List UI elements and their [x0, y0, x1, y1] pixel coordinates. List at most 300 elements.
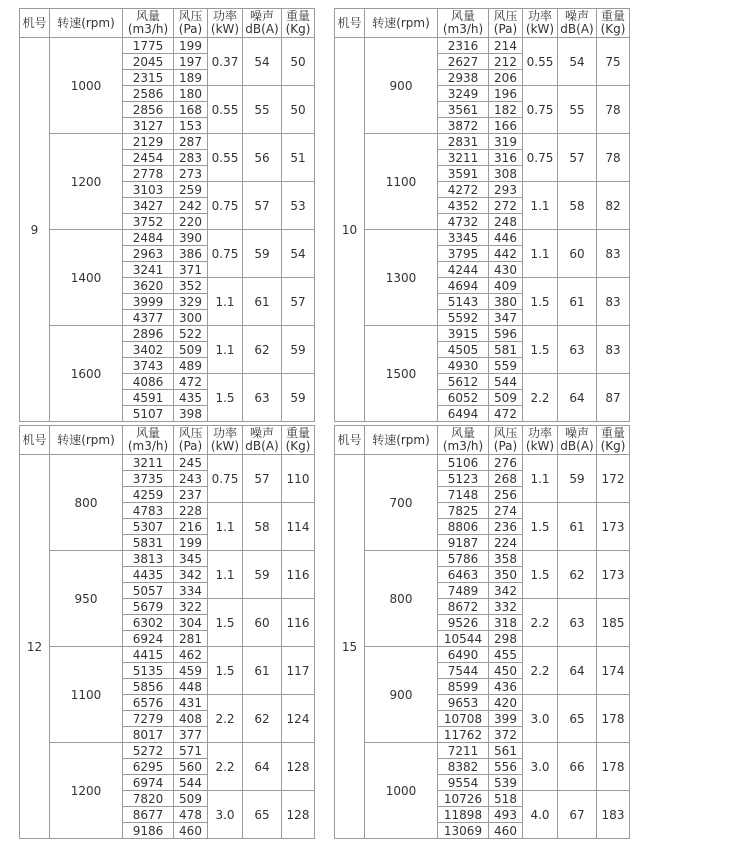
power-cell: 1.5: [523, 326, 558, 374]
weight-cell: 59: [282, 374, 315, 422]
pressure-cell: 199: [174, 535, 208, 551]
pressure-header: [489, 9, 523, 38]
noise-header-unit: dB(A): [560, 22, 594, 36]
pressure-cell: 518: [489, 791, 523, 807]
weight-header-unit: (Kg): [600, 439, 626, 453]
speed-cell: 1200: [50, 134, 123, 230]
flow-cell: 3872: [438, 118, 489, 134]
noise-header-label: 噪声: [564, 426, 589, 440]
flow-header: [438, 9, 489, 38]
weight-cell: 185: [597, 599, 630, 647]
pressure-cell: 435: [174, 390, 208, 406]
pressure-cell: 472: [489, 406, 523, 422]
flow-cell: 3915: [438, 326, 489, 342]
header-row: [335, 9, 630, 38]
noise-header: [243, 9, 282, 38]
pressure-cell: 559: [489, 358, 523, 374]
pressure-cell: 319: [489, 134, 523, 150]
pressure-cell: 544: [489, 374, 523, 390]
power-header: [523, 426, 558, 455]
flow-cell: 4272: [438, 182, 489, 198]
pressure-cell: 398: [174, 406, 208, 422]
flow-header-unit: (m3/h): [442, 439, 484, 453]
noise-cell: 55: [558, 86, 597, 134]
flow-cell: 2045: [123, 54, 174, 70]
model-cell: 10: [335, 38, 365, 422]
pressure-cell: 571: [174, 743, 208, 759]
table-row: [20, 230, 315, 246]
flow-cell: 11762: [438, 727, 489, 743]
table-row: [335, 743, 630, 759]
pressure-cell: 358: [489, 551, 523, 567]
noise-cell: 61: [558, 503, 597, 551]
table-row: [20, 326, 315, 342]
pressure-header-label: 风压: [178, 9, 203, 23]
power-header-unit: (kW): [525, 439, 555, 453]
table-row: [335, 551, 630, 567]
flow-cell: 5272: [123, 743, 174, 759]
speed-cell: 1000: [50, 38, 123, 134]
header-row: [20, 426, 315, 455]
flow-cell: 4435: [123, 567, 174, 583]
pressure-cell: 459: [174, 663, 208, 679]
noise-cell: 58: [558, 182, 597, 230]
model-cell: 9: [20, 38, 50, 422]
pressure-cell: 236: [489, 519, 523, 535]
noise-cell: 63: [243, 374, 282, 422]
pressure-cell: 560: [174, 759, 208, 775]
weight-header-label: 重量: [600, 426, 625, 440]
pressure-cell: 352: [174, 278, 208, 294]
spec-table: [334, 8, 630, 422]
pressure-cell: 436: [489, 679, 523, 695]
pressure-cell: 347: [489, 310, 523, 326]
pressure-cell: 259: [174, 182, 208, 198]
table-row: [335, 134, 630, 150]
weight-header-unit: (Kg): [285, 439, 311, 453]
power-cell: 0.55: [523, 38, 558, 86]
power-header: [208, 9, 243, 38]
pressure-cell: 442: [489, 246, 523, 262]
pressure-cell: 399: [489, 711, 523, 727]
pressure-cell: 596: [489, 326, 523, 342]
pressure-cell: 248: [489, 214, 523, 230]
power-header-label: 功率: [212, 426, 237, 440]
spec-table: [334, 425, 630, 839]
speed-cell: 900: [365, 38, 438, 134]
power-cell: 2.2: [523, 374, 558, 422]
flow-cell: 1775: [123, 38, 174, 54]
flow-header: [438, 426, 489, 455]
flow-cell: 5612: [438, 374, 489, 390]
table-row: [335, 326, 630, 342]
flow-cell: 7148: [438, 487, 489, 503]
flow-cell: 4505: [438, 342, 489, 358]
weight-cell: 173: [597, 551, 630, 599]
weight-cell: 50: [282, 86, 315, 134]
table-row: [20, 455, 315, 471]
table-row: [335, 647, 630, 663]
weight-cell: 173: [597, 503, 630, 551]
table-row: [335, 455, 630, 471]
model-cell: 15: [335, 455, 365, 839]
noise-cell: 54: [558, 38, 597, 86]
noise-cell: 62: [243, 326, 282, 374]
noise-header-unit: dB(A): [245, 22, 279, 36]
noise-cell: 58: [243, 503, 282, 551]
pressure-cell: 243: [174, 471, 208, 487]
pressure-cell: 308: [489, 166, 523, 182]
model-cell: 12: [20, 455, 50, 839]
flow-cell: 9653: [438, 695, 489, 711]
flow-cell: 4591: [123, 390, 174, 406]
flow-header-label: 风量: [450, 426, 475, 440]
weight-cell: 59: [282, 326, 315, 374]
noise-header-label: 噪声: [249, 426, 274, 440]
pressure-cell: 509: [174, 791, 208, 807]
power-cell: 2.2: [208, 743, 243, 791]
noise-cell: 56: [243, 134, 282, 182]
flow-cell: 3103: [123, 182, 174, 198]
flow-cell: 2316: [438, 38, 489, 54]
noise-cell: 62: [558, 551, 597, 599]
weight-cell: 116: [282, 551, 315, 599]
table-row: [20, 38, 315, 54]
flow-cell: 6490: [438, 647, 489, 663]
pressure-cell: 214: [489, 38, 523, 54]
flow-cell: 4352: [438, 198, 489, 214]
flow-header: [123, 426, 174, 455]
weight-cell: 51: [282, 134, 315, 182]
weight-cell: 174: [597, 647, 630, 695]
flow-header-unit: (m3/h): [127, 22, 169, 36]
weight-cell: 87: [597, 374, 630, 422]
power-cell: 2.2: [523, 647, 558, 695]
flow-cell: 2896: [123, 326, 174, 342]
flow-cell: 3795: [438, 246, 489, 262]
flow-cell: 4415: [123, 647, 174, 663]
power-header-unit: (kW): [210, 22, 240, 36]
flow-cell: 6302: [123, 615, 174, 631]
flow-cell: 5679: [123, 599, 174, 615]
power-cell: 1.1: [523, 455, 558, 503]
weight-header-unit: (Kg): [600, 22, 626, 36]
flow-cell: 13069: [438, 823, 489, 839]
weight-header: [597, 426, 630, 455]
flow-cell: 7544: [438, 663, 489, 679]
pressure-header: [489, 426, 523, 455]
flow-cell: 7820: [123, 791, 174, 807]
pressure-cell: 298: [489, 631, 523, 647]
flow-cell: 5592: [438, 310, 489, 326]
pressure-cell: 220: [174, 214, 208, 230]
noise-cell: 63: [558, 326, 597, 374]
noise-cell: 67: [558, 791, 597, 839]
power-cell: 1.5: [208, 647, 243, 695]
flow-cell: 2315: [123, 70, 174, 86]
noise-cell: 63: [558, 599, 597, 647]
flow-cell: 4244: [438, 262, 489, 278]
noise-cell: 65: [243, 791, 282, 839]
weight-cell: 124: [282, 695, 315, 743]
power-cell: 3.0: [523, 743, 558, 791]
pressure-cell: 539: [489, 775, 523, 791]
pressure-header: [174, 426, 208, 455]
table-row: [335, 230, 630, 246]
speed-header: 转速(rpm): [365, 9, 438, 38]
flow-cell: 5135: [123, 663, 174, 679]
flow-cell: 3427: [123, 198, 174, 214]
weight-cell: 114: [282, 503, 315, 551]
speed-header: 转速(rpm): [50, 9, 123, 38]
noise-cell: 64: [243, 743, 282, 791]
pressure-cell: 180: [174, 86, 208, 102]
pressure-header-unit: (Pa): [178, 22, 203, 36]
flow-cell: 2129: [123, 134, 174, 150]
power-cell: 1.5: [523, 551, 558, 599]
pressure-cell: 472: [174, 374, 208, 390]
pressure-cell: 268: [489, 471, 523, 487]
weight-header-label: 重量: [600, 9, 625, 23]
flow-cell: 11898: [438, 807, 489, 823]
pressure-cell: 332: [489, 599, 523, 615]
power-cell: 0.55: [208, 134, 243, 182]
weight-cell: 110: [282, 455, 315, 503]
weight-header-unit: (Kg): [285, 22, 311, 36]
pressure-cell: 431: [174, 695, 208, 711]
pressure-cell: 493: [489, 807, 523, 823]
pressure-cell: 489: [174, 358, 208, 374]
weight-cell: 116: [282, 599, 315, 647]
pressure-cell: 377: [174, 727, 208, 743]
noise-cell: 57: [243, 455, 282, 503]
pressure-cell: 206: [489, 70, 523, 86]
power-cell: 0.37: [208, 38, 243, 86]
power-header-unit: (kW): [210, 439, 240, 453]
pressure-cell: 224: [489, 535, 523, 551]
pressure-header-label: 风压: [493, 9, 518, 23]
flow-header: [123, 9, 174, 38]
pressure-cell: 329: [174, 294, 208, 310]
pressure-cell: 281: [174, 631, 208, 647]
flow-cell: 3211: [438, 150, 489, 166]
flow-cell: 10708: [438, 711, 489, 727]
flow-cell: 3241: [123, 262, 174, 278]
weight-cell: 178: [597, 743, 630, 791]
speed-cell: 800: [50, 455, 123, 551]
power-cell: 0.55: [208, 86, 243, 134]
flow-cell: 5307: [123, 519, 174, 535]
pressure-header: [174, 9, 208, 38]
pressure-cell: 408: [174, 711, 208, 727]
weight-cell: 50: [282, 38, 315, 86]
speed-cell: 700: [365, 455, 438, 551]
flow-cell: 8677: [123, 807, 174, 823]
flow-cell: 8382: [438, 759, 489, 775]
pressure-cell: 237: [174, 487, 208, 503]
flow-cell: 8599: [438, 679, 489, 695]
power-cell: 0.75: [523, 134, 558, 182]
flow-cell: 8806: [438, 519, 489, 535]
noise-cell: 65: [558, 695, 597, 743]
power-cell: 2.2: [208, 695, 243, 743]
table-row: [20, 743, 315, 759]
pressure-cell: 390: [174, 230, 208, 246]
flow-cell: 9526: [438, 615, 489, 631]
flow-cell: 3743: [123, 358, 174, 374]
speed-cell: 800: [365, 551, 438, 647]
pressure-cell: 182: [489, 102, 523, 118]
power-cell: 1.1: [208, 326, 243, 374]
noise-cell: 61: [243, 278, 282, 326]
pressure-cell: 256: [489, 487, 523, 503]
power-header-unit: (kW): [525, 22, 555, 36]
flow-cell: 6052: [438, 390, 489, 406]
flow-cell: 9187: [438, 535, 489, 551]
flow-cell: 7489: [438, 583, 489, 599]
flow-cell: 3249: [438, 86, 489, 102]
pressure-header-label: 风压: [493, 426, 518, 440]
flow-cell: 9554: [438, 775, 489, 791]
table-row: [335, 38, 630, 54]
pressure-cell: 522: [174, 326, 208, 342]
weight-header: [282, 426, 315, 455]
power-cell: 1.1: [208, 278, 243, 326]
table-row: [20, 134, 315, 150]
weight-header-label: 重量: [285, 426, 310, 440]
pressure-cell: 561: [489, 743, 523, 759]
flow-cell: 4259: [123, 487, 174, 503]
pressure-cell: 199: [174, 38, 208, 54]
noise-header: [558, 9, 597, 38]
flow-cell: 2856: [123, 102, 174, 118]
speed-cell: 1000: [365, 743, 438, 839]
flow-cell: 2938: [438, 70, 489, 86]
flow-cell: 4783: [123, 503, 174, 519]
power-cell: 4.0: [523, 791, 558, 839]
noise-cell: 61: [243, 647, 282, 695]
pressure-cell: 212: [489, 54, 523, 70]
weight-cell: 183: [597, 791, 630, 839]
flow-cell: 7279: [123, 711, 174, 727]
table-row: [20, 647, 315, 663]
pressure-cell: 197: [174, 54, 208, 70]
power-cell: 1.5: [523, 503, 558, 551]
pressure-cell: 245: [174, 455, 208, 471]
power-cell: 1.5: [208, 374, 243, 422]
pressure-cell: 293: [489, 182, 523, 198]
flow-cell: 2831: [438, 134, 489, 150]
pressure-cell: 316: [489, 150, 523, 166]
noise-cell: 57: [558, 134, 597, 182]
speed-cell: 1100: [50, 647, 123, 743]
power-header-label: 功率: [527, 426, 552, 440]
weight-cell: 83: [597, 326, 630, 374]
power-cell: 0.75: [523, 86, 558, 134]
pressure-cell: 455: [489, 647, 523, 663]
speed-cell: 1400: [50, 230, 123, 326]
pressure-cell: 342: [174, 567, 208, 583]
noise-cell: 64: [558, 647, 597, 695]
noise-cell: 64: [558, 374, 597, 422]
flow-cell: 8017: [123, 727, 174, 743]
power-cell: 1.5: [523, 278, 558, 326]
flow-header-unit: (m3/h): [442, 22, 484, 36]
flow-cell: 7211: [438, 743, 489, 759]
noise-cell: 60: [243, 599, 282, 647]
model-header: 机号: [335, 426, 365, 455]
power-cell: 3.0: [208, 791, 243, 839]
model-header: 机号: [335, 9, 365, 38]
flow-header-label: 风量: [135, 426, 160, 440]
flow-cell: 3999: [123, 294, 174, 310]
flow-cell: 4377: [123, 310, 174, 326]
flow-cell: 8672: [438, 599, 489, 615]
power-header-label: 功率: [212, 9, 237, 23]
pressure-cell: 581: [489, 342, 523, 358]
flow-cell: 3591: [438, 166, 489, 182]
flow-cell: 3402: [123, 342, 174, 358]
pressure-cell: 342: [489, 583, 523, 599]
power-header-label: 功率: [527, 9, 552, 23]
pressure-cell: 322: [174, 599, 208, 615]
header-row: [20, 9, 315, 38]
pressure-cell: 409: [489, 278, 523, 294]
pressure-cell: 334: [174, 583, 208, 599]
flow-cell: 6974: [123, 775, 174, 791]
power-cell: 1.1: [523, 182, 558, 230]
flow-cell: 6924: [123, 631, 174, 647]
noise-cell: 61: [558, 278, 597, 326]
flow-cell: 7825: [438, 503, 489, 519]
power-cell: 1.1: [208, 503, 243, 551]
pressure-cell: 283: [174, 150, 208, 166]
noise-header-unit: dB(A): [245, 439, 279, 453]
flow-cell: 5057: [123, 583, 174, 599]
pressure-cell: 196: [489, 86, 523, 102]
flow-cell: 2778: [123, 166, 174, 182]
weight-cell: 82: [597, 182, 630, 230]
power-cell: 0.75: [208, 455, 243, 503]
flow-cell: 3735: [123, 471, 174, 487]
pressure-cell: 274: [489, 503, 523, 519]
weight-cell: 83: [597, 230, 630, 278]
power-cell: 3.0: [523, 695, 558, 743]
speed-header: 转速(rpm): [365, 426, 438, 455]
power-cell: 1.1: [208, 551, 243, 599]
weight-cell: 57: [282, 278, 315, 326]
noise-cell: 60: [558, 230, 597, 278]
flow-cell: 3561: [438, 102, 489, 118]
weight-cell: 53: [282, 182, 315, 230]
speed-header: 转速(rpm): [50, 426, 123, 455]
pressure-cell: 450: [489, 663, 523, 679]
pressure-cell: 380: [489, 294, 523, 310]
model-header: 机号: [20, 9, 50, 38]
noise-cell: 62: [243, 695, 282, 743]
pressure-cell: 318: [489, 615, 523, 631]
pressure-cell: 460: [489, 823, 523, 839]
model-header: 机号: [20, 426, 50, 455]
flow-cell: 2454: [123, 150, 174, 166]
noise-cell: 59: [243, 551, 282, 599]
flow-cell: 9186: [123, 823, 174, 839]
flow-cell: 2586: [123, 86, 174, 102]
pressure-cell: 386: [174, 246, 208, 262]
flow-cell: 2963: [123, 246, 174, 262]
pressure-cell: 168: [174, 102, 208, 118]
weight-cell: 128: [282, 791, 315, 839]
